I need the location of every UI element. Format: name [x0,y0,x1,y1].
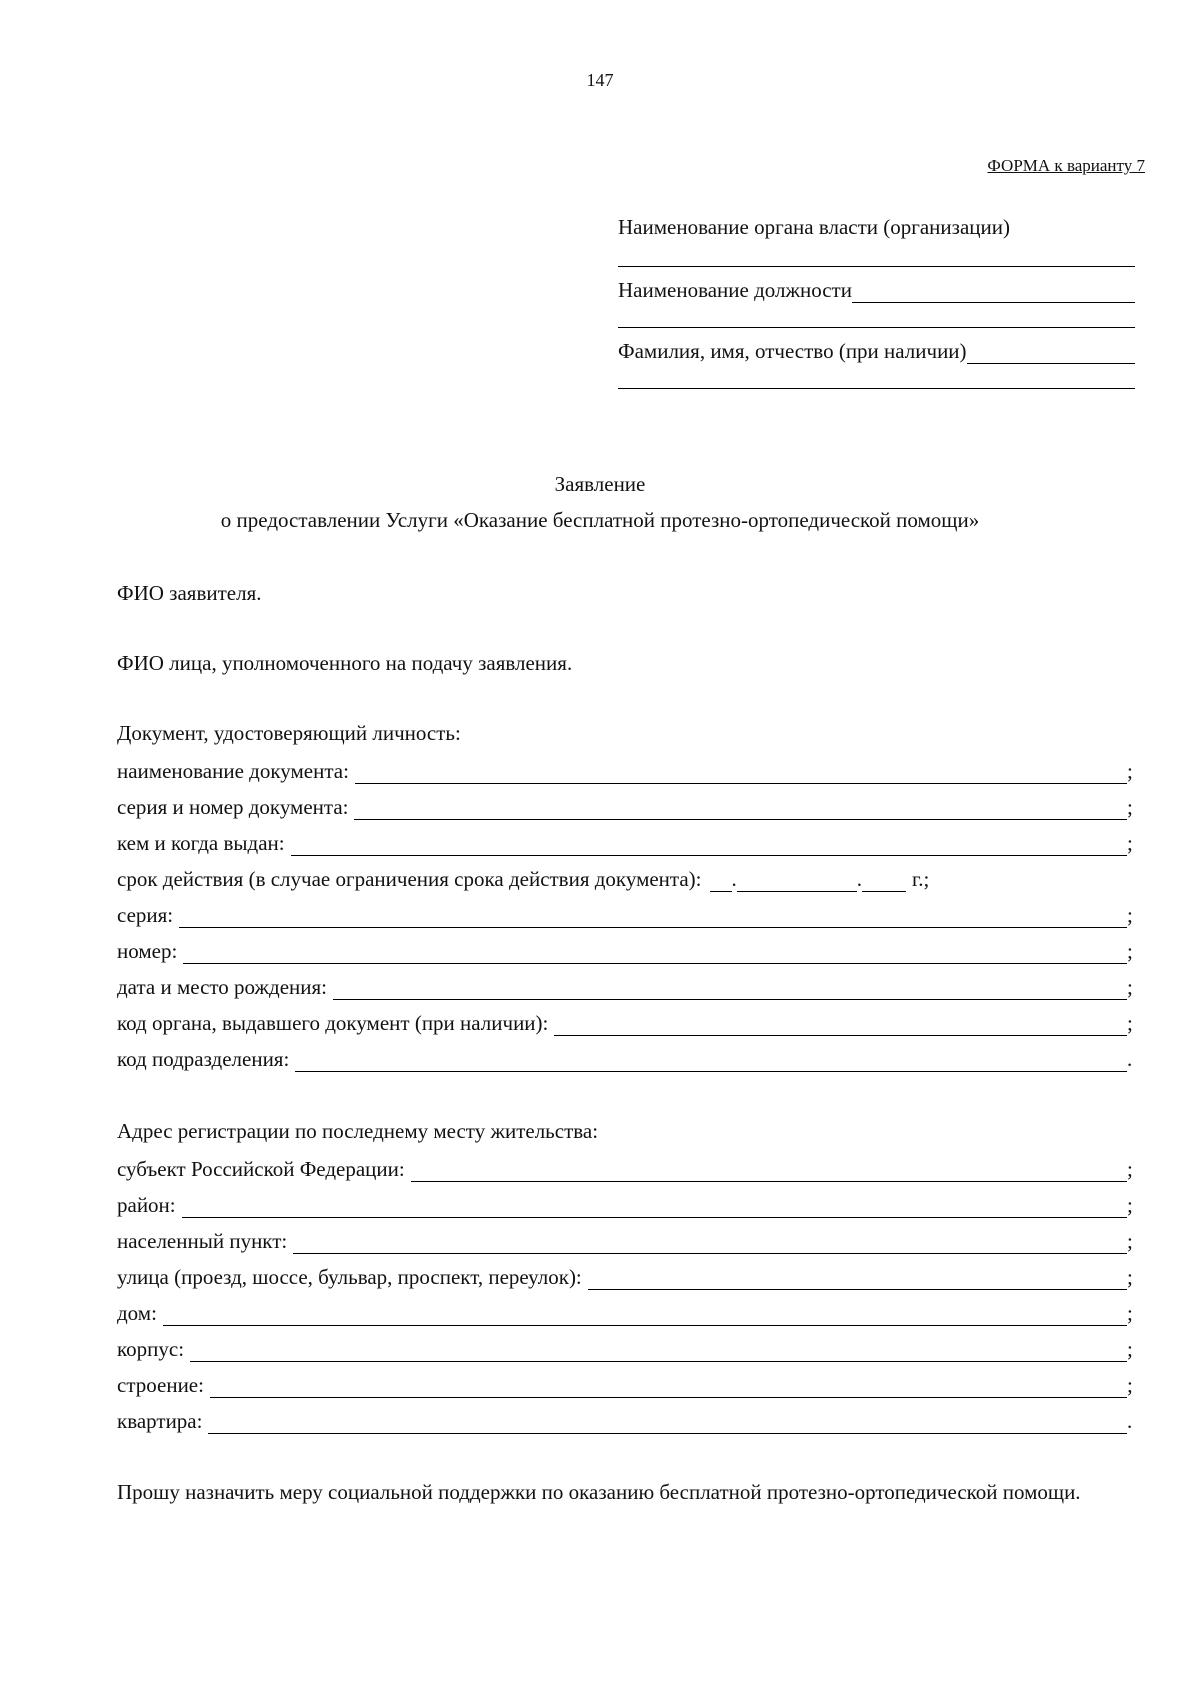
doc-number-row [117,928,1137,964]
issuer-code-label: код органа, выдавшего документ (при наличии): [117,1011,549,1035]
doc-number-field[interactable] [183,937,1127,964]
region-row [117,1146,1137,1182]
document-title [0,466,1200,538]
building-punct: ; [1127,1337,1133,1361]
doc-series-number-field[interactable] [354,793,1127,820]
birth-field[interactable] [333,973,1127,1000]
division-code-field[interactable] [295,1045,1127,1072]
structure-punct: ; [1127,1373,1133,1397]
addressee-block [618,212,1135,395]
house-punct: ; [1127,1301,1133,1325]
division-code-punct: . [1127,1047,1133,1071]
doc-name-label: наименование документа: [117,759,349,783]
division-code-row [117,1036,1137,1072]
birth-label: дата и место рождения: [117,975,328,999]
issuer-code-punct: ; [1127,1011,1133,1035]
region-punct: ; [1127,1157,1133,1181]
form-body [117,578,1137,1510]
doc-issued-field[interactable] [291,829,1127,856]
addressee-fio-label: Фамилия, имя, отчество (при наличии) [618,339,967,363]
house-field[interactable] [163,1299,1127,1326]
addressee-fio-field[interactable] [967,341,1135,364]
addressee-position-row [618,273,1135,303]
doc-name-field[interactable] [355,757,1127,784]
doc-series-row [117,892,1137,928]
form-reference: ФОРМА к варианту 7 [987,156,1145,175]
street-punct: ; [1127,1265,1133,1289]
doc-name-punct: ; [1127,759,1133,783]
addressee-org-field[interactable] [618,242,1135,267]
district-field[interactable] [182,1191,1127,1218]
doc-issued-punct: ; [1127,831,1133,855]
validity-year-suffix: г.; [912,867,930,891]
doc-issued-label: кем и когда выдан: [117,831,285,855]
doc-series-field[interactable] [179,901,1127,928]
doc-number-punct: ; [1127,939,1133,963]
address-heading: Адрес регистрации по последнему месту жительства: [117,1119,599,1143]
building-label: корпус: [117,1337,185,1361]
building-field[interactable] [190,1335,1127,1362]
addressee-position-label: Наименование должности [618,278,852,302]
apartment-row [117,1398,1137,1434]
street-row [117,1254,1137,1290]
street-field[interactable] [588,1263,1127,1290]
validity-sep-1: . [731,867,737,891]
locality-punct: ; [1127,1229,1133,1253]
birth-punct: ; [1127,975,1133,999]
doc-series-label: серия: [117,903,174,927]
district-label: район: [117,1193,176,1217]
region-field[interactable] [411,1155,1127,1182]
addressee-fio-field-2[interactable] [618,364,1135,389]
doc-number-label: номер: [117,939,178,963]
district-row [117,1182,1137,1218]
building-row [117,1326,1137,1362]
district-punct: ; [1127,1193,1133,1217]
apartment-label: квартира: [117,1409,203,1433]
addressee-org-label: Наименование органа власти (организации) [618,215,1010,239]
doc-series-number-punct: ; [1127,795,1133,819]
issuer-code-field[interactable] [554,1009,1127,1036]
representative-fio-label: ФИО лица, уполномоченного на подачу заявления. [117,651,573,675]
validity-day-field[interactable] [710,867,732,892]
apartment-punct: . [1127,1409,1133,1433]
doc-series-number-label: серия и номер документа: [117,795,349,819]
street-label: улица (проезд, шоссе, бульвар, проспект, переулок): [117,1265,582,1289]
validity-sep-2: . [856,867,862,891]
title-line-1: Заявление [554,472,646,496]
house-row [117,1290,1137,1326]
birth-row [117,964,1137,1000]
doc-validity-label: срок действия (в случае ограничения срока действия документа): [117,867,702,891]
structure-row [117,1362,1137,1398]
validity-year-field[interactable] [862,867,906,892]
locality-label: населенный пункт: [117,1229,288,1253]
locality-field[interactable] [293,1227,1127,1254]
addressee-position-field[interactable] [852,280,1135,303]
house-label: дом: [117,1301,157,1325]
structure-field[interactable] [210,1371,1127,1398]
addressee-position-field-2[interactable] [618,303,1135,328]
apartment-field[interactable] [208,1407,1127,1434]
doc-series-number-row [117,784,1137,820]
doc-issued-row [117,820,1137,856]
issuer-code-row [117,1000,1137,1036]
validity-month-field[interactable] [737,867,857,892]
region-label: субъект Российской Федерации: [117,1157,405,1181]
structure-label: строение: [117,1373,204,1397]
locality-row [117,1218,1137,1254]
identity-doc-heading: Документ, удостоверяющий личность: [117,721,461,745]
addressee-fio-row [618,334,1135,364]
doc-name-row [117,748,1137,784]
division-code-label: код подразделения: [117,1047,290,1071]
doc-series-punct: ; [1127,903,1133,927]
page-number: 147 [586,70,614,90]
request-paragraph: Прошу назначить меру социальной поддержки по оказанию бесплатной протезно-ортопедической помощи. [117,1480,1081,1504]
applicant-fio-label: ФИО заявителя. [117,581,262,605]
doc-validity-row [117,856,1137,892]
title-line-2: о предоставлении Услуги «Оказание бесплатной протезно-ортопедической помощи» [220,508,980,532]
